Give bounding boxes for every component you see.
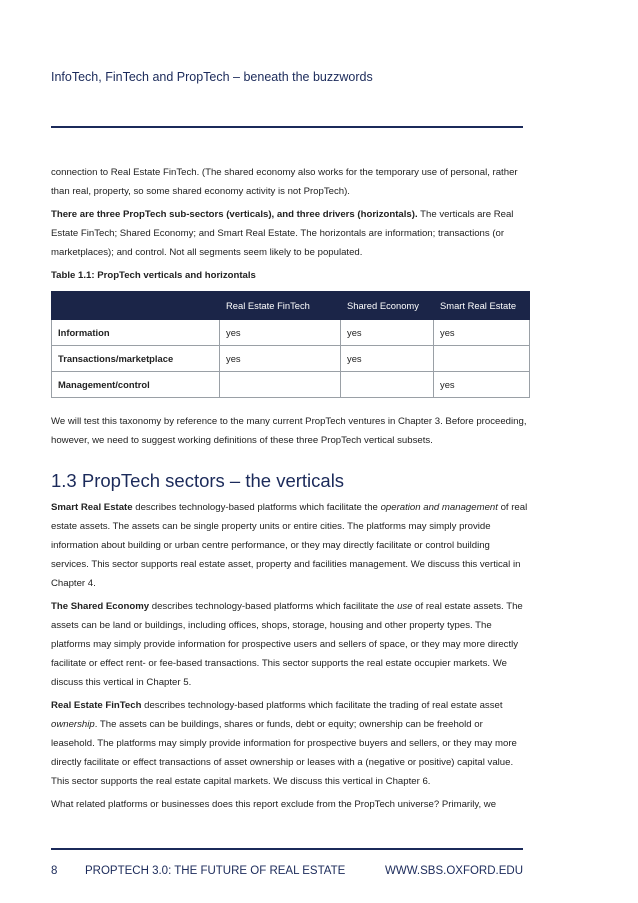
running-header: InfoTech, FinTech and PropTech – beneath the buzzwords: [51, 70, 373, 84]
table-cell: yes: [341, 320, 434, 346]
paragraph-shared-economy: The Shared Economy describes technology-based platforms which facilitate the use of real estate assets. The assets can be land or buildings, including offices, shops, storage, housing and other property types. The platforms may simply provide information for prospective users and sellers of space, or they may more directly facilitate or effect rent- or fee-based transactions. This sector supports the real estate occupier markets. We discuss this vertical in Chapter 5.: [51, 601, 523, 688]
table-cell: yes: [434, 372, 530, 398]
page-number: 8: [51, 865, 58, 877]
table-cell: Information: [52, 320, 220, 346]
footer-title: PROPTECH 3.0: THE FUTURE OF REAL ESTATE: [85, 865, 346, 877]
table-cell: yes: [220, 320, 341, 346]
table-header-cell: Smart Real Estate: [434, 292, 530, 320]
table-cell: yes: [434, 320, 530, 346]
verticals-table: [51, 291, 530, 398]
table-cell: Management/control: [52, 372, 220, 398]
table-cell: yes: [220, 346, 341, 372]
taxonomy-lead: There are three PropTech sub-sectors (verticals), and three drivers (horizontals).: [51, 209, 418, 220]
paragraph-smart-real-estate: Smart Real Estate describes technology-based platforms which facilitate the operation and management of real estate assets. The assets can be single property units or entire cities. The platforms may simply provide information about building or urban centre performance, or they may directly facilitate or control building services. This sector supports real estate asset, property and facilities management. We discuss this vertical in Chapter 4.: [51, 502, 528, 589]
table-cell: [220, 372, 341, 398]
table-row: [52, 346, 530, 372]
paragraph-taxonomy-test: We will test this taxonomy by reference to the many current PropTech ventures in Chapter 3. Before proceeding, however, we need to suggest working definitions of these three PropTech vertical subsets.: [51, 416, 527, 446]
table-header-cell: Shared Economy: [341, 292, 434, 320]
paragraph-continuation: connection to Real Estate FinTech. (The shared economy also works for the temporary use of personal, rather than real, property, so some shared economy activity is not PropTech).: [51, 167, 518, 197]
table-row: [52, 320, 530, 346]
paragraph-real-estate-fintech: Real Estate FinTech describes technology-based platforms which facilitate the trading of real estate asset ownership. The assets can be buildings, shares or funds, debt or equity; ownership can be freehold or leasehold. The platforms may simply provide information for prospective buyers and sellers, or they may more directly facilitate or effect transactions of asset ownership or leases with a (negative or positive) capital value. This sector supports the real estate capital markets. We discuss this vertical in Chapter 6.: [51, 700, 517, 787]
paragraph-taxonomy: There are three PropTech sub-sectors (verticals), and three drivers (horizontals). The verticals are Real Estate FinTech; Shared Economy; and Smart Real Estate. The horizontals are information; transactions (or marketplaces); and control. Not all segments seem likely to be populated.: [51, 209, 514, 258]
table-cell: Transactions/marketplace: [52, 346, 220, 372]
table-header-cell: [52, 292, 220, 320]
table-cell: [434, 346, 530, 372]
table-caption: Table 1.1: PropTech verticals and horizontals: [51, 270, 256, 281]
table-header-cell: Real Estate FinTech: [220, 292, 341, 320]
page-content: [51, 163, 529, 818]
table-header-row: [52, 292, 530, 320]
header-rule: [51, 126, 523, 128]
paragraph-exclusions: What related platforms or businesses does this report exclude from the PropTech universe? Primarily, we: [51, 799, 497, 810]
table-cell: [341, 372, 434, 398]
page-footer: [51, 865, 523, 877]
section-heading: 1.3 PropTech sectors – the verticals: [51, 470, 345, 491]
table-cell: yes: [341, 346, 434, 372]
footer-url: WWW.SBS.OXFORD.EDU: [385, 865, 523, 877]
footer-rule: [51, 848, 523, 850]
table-row: [52, 372, 530, 398]
